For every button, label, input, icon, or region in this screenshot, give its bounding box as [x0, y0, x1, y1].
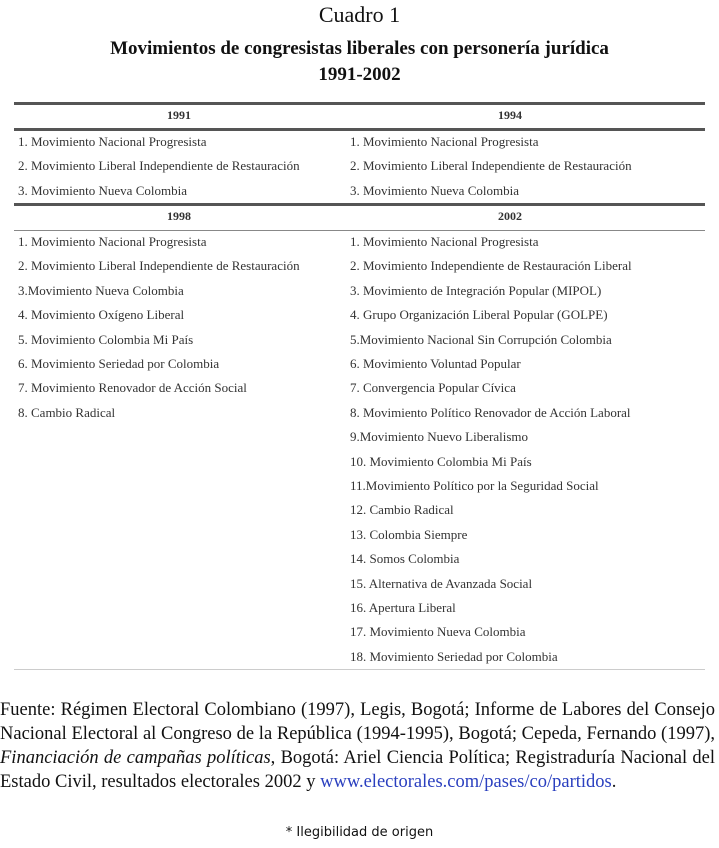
title-line-2: 1991-2002 [318, 64, 401, 85]
year-header-2002: 2002 [498, 209, 522, 223]
list-item: 7. Convergencia Popular Cívica [350, 380, 516, 396]
divider [14, 669, 705, 670]
list-item: 3. Movimiento Nueva Colombia [18, 182, 187, 198]
list-item: 7. Movimiento Renovador de Acción Social [18, 380, 247, 396]
list-item: 8. Movimiento Político Renovador de Acción Laboral [350, 404, 631, 420]
source-text: Fuente: Régimen Electoral Colombiano (1997), Legis, Bogotá; Informe de Labores del Consejo Nacional Electoral al Congreso de la República (1994-1995), Bogotá; Cepeda, Fernando (1997), [0, 700, 715, 744]
list-item: 1. Movimiento Nacional Progresista [350, 234, 539, 249]
list-item: 1. Movimiento Nacional Progresista [350, 134, 539, 149]
list-item: 18. Movimiento Seriedad por Colombia [350, 648, 558, 664]
list-item: 12. Cambio Radical [350, 502, 454, 518]
list-item: 8. Cambio Radical [18, 404, 116, 420]
source-link[interactable]: www.electorales.com/pases/co/partidos [320, 772, 612, 792]
source-book-title: Financiación de campañas políticas [0, 748, 271, 768]
source-text: , Bogotá: Ariel Ciencia Política; Registraduría Nacional del Estado Civil, resultados electorales 2002 y [0, 748, 715, 792]
divider [14, 203, 705, 206]
list-item: 4. Grupo Organización Liberal Popular (GOLPE) [350, 307, 608, 323]
source-text: . [611, 772, 617, 792]
list-item: 6. Movimiento Seriedad por Colombia [18, 356, 220, 371]
list-item: 17. Movimiento Nueva Colombia [350, 624, 526, 640]
caption: Cuadro 1 [318, 2, 401, 27]
list-item: 16. Apertura Liberal [350, 600, 456, 615]
list-item: 2. Movimiento Liberal Independiente de Restauración [18, 158, 300, 174]
list-item: 13. Colombia Siempre [350, 526, 468, 542]
list-item: 11.Movimiento Político por la Seguridad Social [350, 478, 599, 493]
source-note [0, 698, 715, 794]
list-item: 9.Movimiento Nuevo Liberalismo [350, 429, 529, 445]
list-item: 14. Somos Colombia [350, 551, 460, 567]
year-header-1998: 1998 [167, 209, 191, 223]
list-item: 2. Movimiento Liberal Independiente de Restauración [350, 158, 632, 174]
year-header-1994: 1994 [498, 108, 522, 122]
list-item: 15. Alternativa de Avanzada Social [350, 575, 533, 591]
list-item: 5. Movimiento Colombia Mi País [18, 331, 194, 347]
table-title [0, 36, 719, 88]
list-item: 4. Movimiento Oxígeno Liberal [18, 307, 185, 323]
title-line-1: Movimientos de congresistas liberales con personería jurídica [110, 38, 609, 59]
list-item: 3. Movimiento de Integración Popular (MIPOL) [350, 282, 602, 298]
list-item: 3. Movimiento Nueva Colombia [350, 182, 519, 198]
list-item: 5.Movimiento Nacional Sin Corrupción Colombia [350, 331, 612, 347]
list-item: 3.Movimiento Nueva Colombia [18, 282, 184, 298]
list-item: 1. Movimiento Nacional Progresista [18, 234, 207, 249]
list-item: 10. Movimiento Colombia Mi País [350, 453, 532, 469]
list-item: 2. Movimiento Liberal Independiente de Restauración [18, 258, 300, 274]
year-header-1991: 1991 [167, 108, 191, 122]
list-item: 1. Movimiento Nacional Progresista [18, 134, 207, 149]
illegibility-note: * Ilegibilidad de origen [285, 825, 434, 840]
divider [14, 102, 705, 105]
list-item: 2. Movimiento Independiente de Restauración Liberal [350, 258, 632, 274]
list-item: 6. Movimiento Voluntad Popular [350, 356, 521, 371]
